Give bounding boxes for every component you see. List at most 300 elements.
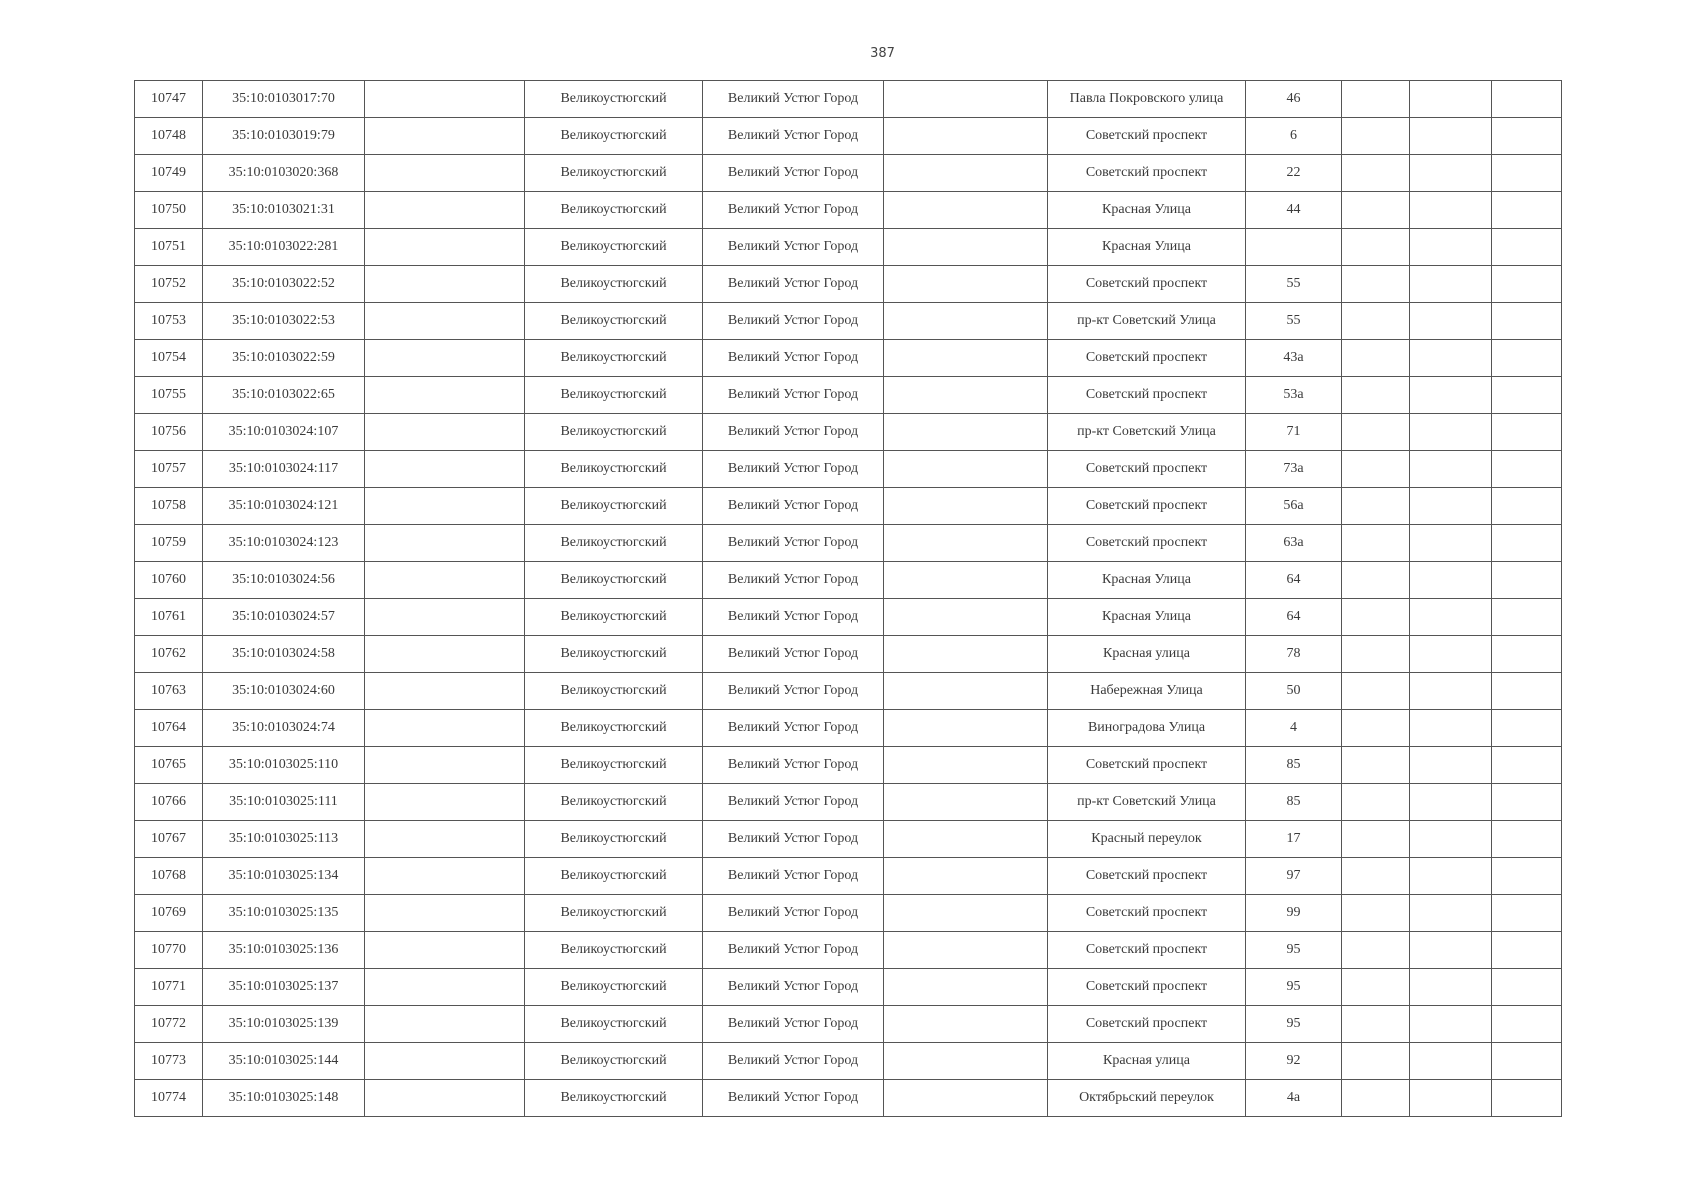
cell-cadastral-number: 35:10:0103024:107 [203, 414, 365, 451]
table-row [135, 229, 1562, 266]
cell-empty [1492, 414, 1562, 451]
cell-empty [365, 118, 525, 155]
cell-settlement: Великий Устюг Город [703, 821, 884, 858]
table-row [135, 636, 1562, 673]
cell-record-number: 10767 [135, 821, 203, 858]
page-number: 387 [870, 46, 895, 61]
cell-empty [1410, 673, 1492, 710]
cell-record-number: 10763 [135, 673, 203, 710]
table-row [135, 303, 1562, 340]
cell-cadastral-number: 35:10:0103024:123 [203, 525, 365, 562]
cell-record-number: 10760 [135, 562, 203, 599]
cell-district: Великоустюгский [525, 340, 703, 377]
cell-empty [1410, 562, 1492, 599]
cell-cadastral-number: 35:10:0103025:137 [203, 969, 365, 1006]
cell-empty [1492, 747, 1562, 784]
cell-empty [1492, 451, 1562, 488]
cell-record-number: 10756 [135, 414, 203, 451]
table-row [135, 155, 1562, 192]
cell-cadastral-number: 35:10:0103025:134 [203, 858, 365, 895]
cell-empty [1410, 266, 1492, 303]
cell-empty [884, 192, 1048, 229]
cell-cadastral-number: 35:10:0103022:59 [203, 340, 365, 377]
cell-street: Советский проспект [1048, 932, 1246, 969]
cell-house-number: 85 [1246, 784, 1342, 821]
cell-cadastral-number: 35:10:0103025:148 [203, 1080, 365, 1117]
cell-district: Великоустюгский [525, 525, 703, 562]
cell-empty [884, 1080, 1048, 1117]
cell-district: Великоустюгский [525, 229, 703, 266]
cell-house-number: 43а [1246, 340, 1342, 377]
cell-empty [365, 1043, 525, 1080]
table-row [135, 784, 1562, 821]
cell-street: Красная Улица [1048, 562, 1246, 599]
cell-district: Великоустюгский [525, 377, 703, 414]
cell-empty [365, 340, 525, 377]
cell-empty [365, 673, 525, 710]
cell-house-number: 97 [1246, 858, 1342, 895]
cell-record-number: 10766 [135, 784, 203, 821]
cell-cadastral-number: 35:10:0103025:139 [203, 1006, 365, 1043]
cell-street: Советский проспект [1048, 1006, 1246, 1043]
cell-house-number: 4а [1246, 1080, 1342, 1117]
cell-empty [1342, 821, 1410, 858]
cell-record-number: 10755 [135, 377, 203, 414]
cell-empty [1492, 932, 1562, 969]
cell-house-number: 55 [1246, 266, 1342, 303]
cell-empty [1342, 599, 1410, 636]
table-row [135, 377, 1562, 414]
cell-house-number: 85 [1246, 747, 1342, 784]
cell-district: Великоустюгский [525, 414, 703, 451]
cell-empty [1410, 1006, 1492, 1043]
table-row [135, 895, 1562, 932]
cell-cadastral-number: 35:10:0103024:56 [203, 562, 365, 599]
table-row [135, 747, 1562, 784]
table-row [135, 1080, 1562, 1117]
cell-empty [1492, 895, 1562, 932]
cell-cadastral-number: 35:10:0103017:70 [203, 81, 365, 118]
cell-empty [1342, 525, 1410, 562]
cell-empty [1492, 525, 1562, 562]
cell-settlement: Великий Устюг Город [703, 229, 884, 266]
cell-empty [365, 599, 525, 636]
cell-district: Великоустюгский [525, 451, 703, 488]
cell-settlement: Великий Устюг Город [703, 266, 884, 303]
cell-empty [1492, 636, 1562, 673]
cell-street: Красная Улица [1048, 192, 1246, 229]
cell-street: пр-кт Советский Улица [1048, 303, 1246, 340]
cell-empty [1492, 1043, 1562, 1080]
cell-empty [1410, 525, 1492, 562]
cell-empty [365, 525, 525, 562]
cell-house-number [1246, 229, 1342, 266]
cell-settlement: Великий Устюг Город [703, 118, 884, 155]
cell-empty [1410, 636, 1492, 673]
cell-district: Великоустюгский [525, 932, 703, 969]
cell-district: Великоустюгский [525, 673, 703, 710]
table-row [135, 673, 1562, 710]
cell-cadastral-number: 35:10:0103024:74 [203, 710, 365, 747]
cell-settlement: Великий Устюг Город [703, 525, 884, 562]
cell-house-number: 78 [1246, 636, 1342, 673]
cell-empty [884, 821, 1048, 858]
cell-empty [365, 377, 525, 414]
cell-empty [1342, 81, 1410, 118]
cell-street: Советский проспект [1048, 340, 1246, 377]
cell-settlement: Великий Устюг Город [703, 932, 884, 969]
cell-house-number: 55 [1246, 303, 1342, 340]
cell-record-number: 10770 [135, 932, 203, 969]
cell-district: Великоустюгский [525, 118, 703, 155]
cell-cadastral-number: 35:10:0103025:111 [203, 784, 365, 821]
cell-cadastral-number: 35:10:0103024:60 [203, 673, 365, 710]
cell-empty [365, 229, 525, 266]
cell-settlement: Великий Устюг Город [703, 303, 884, 340]
cell-empty [1342, 895, 1410, 932]
cell-cadastral-number: 35:10:0103025:110 [203, 747, 365, 784]
cell-empty [1492, 229, 1562, 266]
cell-district: Великоустюгский [525, 821, 703, 858]
cell-record-number: 10749 [135, 155, 203, 192]
cell-settlement: Великий Устюг Город [703, 1043, 884, 1080]
cell-house-number: 17 [1246, 821, 1342, 858]
table-row [135, 340, 1562, 377]
cell-empty [1410, 784, 1492, 821]
table-row [135, 1043, 1562, 1080]
cell-empty [365, 1080, 525, 1117]
cell-empty [884, 969, 1048, 1006]
cell-street: Советский проспект [1048, 488, 1246, 525]
cell-cadastral-number: 35:10:0103022:281 [203, 229, 365, 266]
cell-house-number: 71 [1246, 414, 1342, 451]
cell-settlement: Великий Устюг Город [703, 377, 884, 414]
cell-empty [884, 784, 1048, 821]
cell-empty [1492, 118, 1562, 155]
cell-empty [1410, 747, 1492, 784]
table-row [135, 969, 1562, 1006]
cell-house-number: 73а [1246, 451, 1342, 488]
cell-empty [365, 932, 525, 969]
cell-house-number: 53а [1246, 377, 1342, 414]
cell-street: Красная Улица [1048, 229, 1246, 266]
cell-empty [1492, 599, 1562, 636]
cell-empty [1492, 673, 1562, 710]
cell-empty [1410, 1080, 1492, 1117]
cell-empty [1342, 969, 1410, 1006]
cell-empty [884, 562, 1048, 599]
cell-settlement: Великий Устюг Город [703, 895, 884, 932]
cell-settlement: Великий Устюг Город [703, 636, 884, 673]
cell-record-number: 10768 [135, 858, 203, 895]
table-row [135, 562, 1562, 599]
cell-empty [1492, 784, 1562, 821]
table-row [135, 118, 1562, 155]
cell-empty [1492, 266, 1562, 303]
cell-district: Великоустюгский [525, 1080, 703, 1117]
cell-record-number: 10769 [135, 895, 203, 932]
cell-record-number: 10772 [135, 1006, 203, 1043]
table-row [135, 414, 1562, 451]
cell-district: Великоустюгский [525, 155, 703, 192]
cell-cadastral-number: 35:10:0103022:53 [203, 303, 365, 340]
cell-street: пр-кт Советский Улица [1048, 784, 1246, 821]
cell-settlement: Великий Устюг Город [703, 858, 884, 895]
cell-house-number: 4 [1246, 710, 1342, 747]
cell-empty [1492, 192, 1562, 229]
cell-record-number: 10761 [135, 599, 203, 636]
cell-record-number: 10757 [135, 451, 203, 488]
cell-empty [1342, 266, 1410, 303]
cell-empty [884, 599, 1048, 636]
cell-empty [884, 229, 1048, 266]
cell-empty [1410, 821, 1492, 858]
cell-empty [365, 155, 525, 192]
cell-district: Великоустюгский [525, 710, 703, 747]
table-row [135, 1006, 1562, 1043]
cell-cadastral-number: 35:10:0103019:79 [203, 118, 365, 155]
cell-settlement: Великий Устюг Город [703, 192, 884, 229]
cell-empty [365, 414, 525, 451]
cell-settlement: Великий Устюг Город [703, 599, 884, 636]
cell-empty [365, 451, 525, 488]
cell-district: Великоустюгский [525, 599, 703, 636]
cell-empty [1492, 488, 1562, 525]
property-register-table [134, 80, 1562, 1117]
table-row [135, 488, 1562, 525]
cell-settlement: Великий Устюг Город [703, 451, 884, 488]
cell-cadastral-number: 35:10:0103024:57 [203, 599, 365, 636]
cell-empty [1342, 784, 1410, 821]
cell-district: Великоустюгский [525, 858, 703, 895]
cell-empty [1492, 562, 1562, 599]
cell-district: Великоустюгский [525, 895, 703, 932]
cell-street: Советский проспект [1048, 525, 1246, 562]
cell-cadastral-number: 35:10:0103025:113 [203, 821, 365, 858]
cell-empty [884, 303, 1048, 340]
cell-empty [1410, 599, 1492, 636]
cell-street: Набережная Улица [1048, 673, 1246, 710]
cell-empty [1492, 81, 1562, 118]
cell-empty [1342, 340, 1410, 377]
table-row [135, 192, 1562, 229]
cell-empty [1410, 451, 1492, 488]
cell-record-number: 10750 [135, 192, 203, 229]
table-row [135, 525, 1562, 562]
cell-empty [1410, 488, 1492, 525]
cell-empty [365, 266, 525, 303]
cell-empty [884, 488, 1048, 525]
cell-cadastral-number: 35:10:0103025:135 [203, 895, 365, 932]
cell-settlement: Великий Устюг Город [703, 969, 884, 1006]
cell-empty [1342, 377, 1410, 414]
cell-empty [1342, 155, 1410, 192]
cell-district: Великоустюгский [525, 969, 703, 1006]
cell-empty [365, 821, 525, 858]
cell-empty [1410, 340, 1492, 377]
cell-settlement: Великий Устюг Город [703, 784, 884, 821]
cell-house-number: 6 [1246, 118, 1342, 155]
cell-cadastral-number: 35:10:0103024:117 [203, 451, 365, 488]
cell-empty [1342, 858, 1410, 895]
cell-house-number: 95 [1246, 932, 1342, 969]
cell-cadastral-number: 35:10:0103025:144 [203, 1043, 365, 1080]
cell-cadastral-number: 35:10:0103024:121 [203, 488, 365, 525]
cell-empty [1342, 562, 1410, 599]
cell-district: Великоустюгский [525, 192, 703, 229]
cell-record-number: 10771 [135, 969, 203, 1006]
cell-empty [1410, 229, 1492, 266]
cell-empty [1342, 414, 1410, 451]
cell-cadastral-number: 35:10:0103024:58 [203, 636, 365, 673]
cell-street: Советский проспект [1048, 858, 1246, 895]
cell-district: Великоустюгский [525, 81, 703, 118]
cell-empty [365, 192, 525, 229]
cell-empty [1342, 710, 1410, 747]
cell-empty [884, 1006, 1048, 1043]
cell-street: Советский проспект [1048, 969, 1246, 1006]
cell-street: Красный переулок [1048, 821, 1246, 858]
cell-street: Советский проспект [1048, 155, 1246, 192]
cell-empty [1342, 118, 1410, 155]
cell-empty [1410, 969, 1492, 1006]
cell-empty [1342, 1006, 1410, 1043]
cell-empty [1342, 451, 1410, 488]
cell-street: Советский проспект [1048, 118, 1246, 155]
cell-house-number: 46 [1246, 81, 1342, 118]
table-row [135, 266, 1562, 303]
cell-empty [1492, 1006, 1562, 1043]
cell-empty [884, 1043, 1048, 1080]
cell-street: Красная улица [1048, 1043, 1246, 1080]
cell-street: Виноградова Улица [1048, 710, 1246, 747]
cell-empty [884, 673, 1048, 710]
cell-settlement: Великий Устюг Город [703, 673, 884, 710]
cell-record-number: 10774 [135, 1080, 203, 1117]
table-row [135, 599, 1562, 636]
cell-record-number: 10765 [135, 747, 203, 784]
cell-house-number: 56а [1246, 488, 1342, 525]
cell-empty [1410, 932, 1492, 969]
cell-street: Советский проспект [1048, 895, 1246, 932]
cell-empty [884, 451, 1048, 488]
cell-empty [884, 340, 1048, 377]
cell-settlement: Великий Устюг Город [703, 562, 884, 599]
cell-settlement: Великий Устюг Город [703, 747, 884, 784]
cell-street: Советский проспект [1048, 266, 1246, 303]
cell-empty [884, 747, 1048, 784]
cell-empty [365, 303, 525, 340]
cell-record-number: 10759 [135, 525, 203, 562]
cell-empty [1410, 192, 1492, 229]
cell-empty [1410, 155, 1492, 192]
cell-district: Великоустюгский [525, 1043, 703, 1080]
cell-empty [1342, 673, 1410, 710]
table-row [135, 710, 1562, 747]
cell-empty [1342, 1080, 1410, 1117]
cell-settlement: Великий Устюг Город [703, 1006, 884, 1043]
cell-settlement: Великий Устюг Город [703, 414, 884, 451]
cell-cadastral-number: 35:10:0103022:65 [203, 377, 365, 414]
cell-empty [1492, 821, 1562, 858]
cell-district: Великоустюгский [525, 266, 703, 303]
cell-street: пр-кт Советский Улица [1048, 414, 1246, 451]
cell-record-number: 10764 [135, 710, 203, 747]
cell-record-number: 10748 [135, 118, 203, 155]
cell-empty [884, 525, 1048, 562]
cell-street: Красная Улица [1048, 599, 1246, 636]
cell-street: Павла Покровского улица [1048, 81, 1246, 118]
cell-empty [365, 784, 525, 821]
cell-settlement: Великий Устюг Город [703, 1080, 884, 1117]
cell-empty [884, 118, 1048, 155]
cell-district: Великоустюгский [525, 784, 703, 821]
cell-empty [884, 155, 1048, 192]
cell-empty [1342, 192, 1410, 229]
cell-empty [365, 969, 525, 1006]
cell-district: Великоустюгский [525, 1006, 703, 1043]
cell-settlement: Великий Устюг Город [703, 340, 884, 377]
cell-record-number: 10747 [135, 81, 203, 118]
cell-empty [884, 710, 1048, 747]
cell-street: Советский проспект [1048, 747, 1246, 784]
cell-empty [1342, 747, 1410, 784]
cell-street: Красная улица [1048, 636, 1246, 673]
cell-settlement: Великий Устюг Город [703, 488, 884, 525]
cell-empty [1492, 1080, 1562, 1117]
cell-street: Советский проспект [1048, 451, 1246, 488]
cell-empty [884, 266, 1048, 303]
cell-street: Октябрьский переулок [1048, 1080, 1246, 1117]
cell-empty [884, 895, 1048, 932]
cell-house-number: 64 [1246, 599, 1342, 636]
table-row [135, 932, 1562, 969]
cell-empty [365, 488, 525, 525]
cell-cadastral-number: 35:10:0103020:368 [203, 155, 365, 192]
cell-empty [1492, 303, 1562, 340]
cell-empty [1492, 155, 1562, 192]
cell-empty [1410, 710, 1492, 747]
cell-empty [1342, 932, 1410, 969]
table-row [135, 451, 1562, 488]
cell-record-number: 10762 [135, 636, 203, 673]
cell-house-number: 63а [1246, 525, 1342, 562]
cell-empty [1342, 303, 1410, 340]
cell-empty [1410, 895, 1492, 932]
cell-house-number: 50 [1246, 673, 1342, 710]
cell-empty [1492, 858, 1562, 895]
cell-empty [365, 710, 525, 747]
cell-empty [1410, 377, 1492, 414]
table-body [135, 81, 1562, 1117]
cell-empty [1492, 710, 1562, 747]
cell-empty [1410, 303, 1492, 340]
cell-empty [1342, 1043, 1410, 1080]
cell-record-number: 10751 [135, 229, 203, 266]
cell-house-number: 95 [1246, 969, 1342, 1006]
cell-settlement: Великий Устюг Город [703, 81, 884, 118]
cell-empty [884, 636, 1048, 673]
cell-district: Великоустюгский [525, 562, 703, 599]
table-row [135, 821, 1562, 858]
cell-empty [1410, 414, 1492, 451]
cell-house-number: 44 [1246, 192, 1342, 229]
cell-house-number: 22 [1246, 155, 1342, 192]
cell-empty [365, 636, 525, 673]
cell-district: Великоустюгский [525, 747, 703, 784]
cell-district: Великоустюгский [525, 636, 703, 673]
cell-record-number: 10754 [135, 340, 203, 377]
